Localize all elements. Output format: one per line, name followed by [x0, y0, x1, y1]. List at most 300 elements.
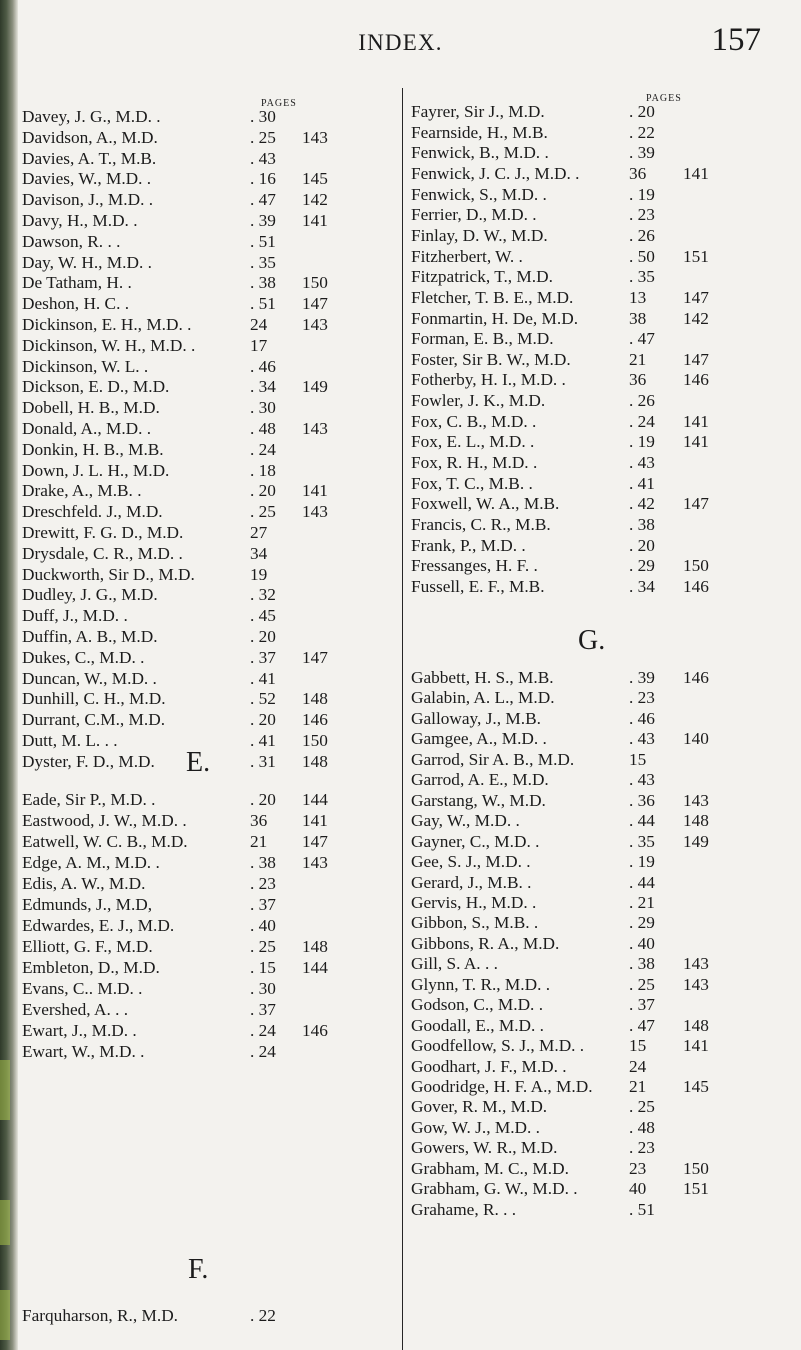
entry-name: Gay, W., M.D. . [411, 811, 520, 831]
entry-name: Drake, A., M.B. . [22, 481, 142, 501]
index-entry [22, 501, 342, 523]
entry-name: Donald, A., M.D. . [22, 419, 152, 438]
entry-page: . 43 [629, 453, 655, 473]
index-entry [22, 314, 342, 336]
entry-page: . 52 [250, 689, 276, 709]
index-entry [22, 915, 342, 937]
entry-page: . 43 [629, 770, 655, 790]
entry-name: Galloway, J., M.B. [411, 708, 541, 728]
column-divider [402, 88, 403, 1350]
entry-page: . 44 [629, 872, 655, 892]
entry-page-secondary: 142 [302, 190, 328, 210]
index-entry [22, 789, 342, 811]
entry-page-secondary: 143 [683, 954, 709, 974]
entry-page: 34 [250, 543, 268, 563]
entry-name: Fox, C. B., M.D. . [411, 411, 537, 431]
index-entry [411, 493, 723, 515]
entry-name: Drysdale, C. R., M.D. . [22, 543, 183, 563]
index-entry [411, 535, 723, 557]
index-entry [22, 936, 342, 958]
entry-page: . 38 [250, 853, 276, 872]
entry-page: . 26 [629, 225, 655, 245]
entry-name: Durrant, C.M., M.D. [22, 710, 166, 730]
entry-page-secondary: 141 [302, 211, 328, 230]
index-entry [411, 1137, 723, 1159]
index-entry [411, 452, 723, 474]
entry-name: Fonmartin, H. De, M.D. [411, 308, 579, 328]
index-entry [411, 994, 723, 1016]
entry-page: . 24 [250, 439, 276, 459]
entry-name: Fussell, E. F., M.B. [411, 576, 545, 596]
entry-page: . 39 [629, 143, 655, 163]
entry-page-secondary: 143 [302, 315, 328, 334]
entry-page: . 20 [250, 627, 276, 646]
index-entry [411, 308, 723, 330]
entry-page-secondary: 141 [683, 411, 709, 431]
entry-page-secondary: 145 [683, 1077, 709, 1096]
index-entry [22, 335, 342, 357]
index-entry [411, 225, 723, 247]
index-entry [411, 555, 723, 577]
entry-name: Forman, E. B., M.D. [411, 329, 554, 349]
entry-page-secondary: 150 [302, 731, 328, 750]
entry-page: . 19 [629, 184, 655, 204]
entry-page: . 25 [629, 974, 655, 994]
entry-page-secondary: 143 [302, 853, 328, 872]
entry-page: . 25 [250, 127, 276, 147]
index-entry [22, 272, 342, 294]
entry-page: . 15 [250, 958, 276, 977]
entry-name: Duncan, W., M.D. . [22, 668, 157, 688]
entry-page: . 45 [250, 606, 276, 626]
entry-page-secondary: 147 [683, 349, 709, 369]
entry-page: . 37 [250, 1000, 276, 1019]
entry-name: Dobell, H. B., M.D. [22, 398, 160, 418]
entry-page: . 30 [250, 398, 276, 418]
entry-name: Grabham, M. C., M.D. [411, 1158, 569, 1178]
index-entry [22, 668, 342, 690]
entry-page: . 46 [629, 708, 655, 728]
entry-name: Davey, J. G., M.D. . [22, 107, 161, 126]
entry-page-secondary: 141 [302, 481, 328, 501]
entry-name: Davison, J., M.D. . [22, 190, 154, 210]
index-entry [22, 873, 342, 895]
index-entry [411, 163, 723, 185]
index-entry [411, 687, 723, 709]
index-entry [22, 831, 342, 853]
index-entry [22, 688, 342, 710]
section-letter-f: F. [188, 1254, 209, 1285]
entry-page: . 41 [250, 668, 276, 688]
entry-name: Gill, S. A. . . [411, 954, 498, 974]
index-entry [411, 667, 723, 689]
index-entry [411, 349, 723, 371]
entry-name: Eade, Sir P., M.D. . [22, 790, 156, 809]
entry-page: 21 [629, 349, 647, 369]
entry-name: Evershed, A. . . [22, 1000, 129, 1019]
pages-column-label: PAGES [646, 93, 682, 104]
entry-name: Eastwood, J. W., M.D. . [22, 811, 187, 830]
entry-name: Gowers, W. R., M.D. [411, 1138, 558, 1158]
entry-page: . 19 [629, 432, 655, 452]
entry-page: 21 [629, 1077, 647, 1096]
entry-name: Edmunds, J., M.D, [22, 895, 153, 914]
entry-page: . 29 [629, 556, 655, 576]
entry-name: Garrod, Sir A. B., M.D. [411, 749, 575, 769]
index-entry [22, 564, 342, 586]
entry-page-secondary: 143 [683, 974, 709, 994]
entry-page: . 25 [629, 1097, 655, 1117]
index-entry [411, 369, 723, 391]
index-entry [411, 1158, 723, 1180]
index-entry [411, 1117, 723, 1139]
entry-page-secondary: 148 [683, 1015, 709, 1035]
entry-page-secondary: 148 [302, 689, 328, 709]
entry-name: Drewitt, F. G. D., M.D. [22, 523, 184, 542]
entry-page: . 37 [629, 995, 655, 1015]
entry-page: . 22 [629, 122, 655, 142]
index-entry [411, 411, 723, 433]
entry-name: Fox, E. L., M.D. . [411, 432, 535, 452]
entry-page: . 41 [250, 731, 276, 750]
entry-page: . 50 [629, 246, 655, 266]
entry-name: Dyster, F. D., M.D. [22, 751, 155, 771]
index-entry [411, 328, 723, 350]
index-entry [411, 1096, 723, 1118]
entry-page-secondary: 148 [302, 937, 328, 956]
page-title: INDEX. [358, 30, 443, 55]
entry-page-secondary: 143 [302, 502, 328, 522]
entry-name: Evans, C.. M.D. . [22, 979, 143, 998]
entry-name: Gibbons, R. A., M.D. [411, 933, 560, 953]
entry-page: 40 [629, 1179, 647, 1199]
entry-name: Donkin, H. B., M.B. [22, 439, 164, 459]
index-entry [22, 999, 342, 1021]
index-entry [22, 543, 342, 565]
entry-page: . 19 [629, 852, 655, 872]
index-entry [411, 1056, 723, 1078]
entry-page: . 20 [250, 481, 276, 501]
index-entry [22, 626, 342, 648]
entry-page-secondary: 144 [302, 790, 328, 809]
entry-name: Fox, T. C., M.B. . [411, 473, 533, 493]
entry-page-secondary: 143 [302, 127, 328, 147]
entry-name: Gabbett, H. S., M.B. [411, 668, 554, 687]
entry-page: . 47 [629, 329, 655, 349]
entry-name: Gerard, J., M.B. . [411, 872, 532, 892]
index-entry [22, 978, 342, 1000]
index-entry [22, 293, 342, 315]
entry-name: Duff, J., M.D. . [22, 606, 128, 626]
entry-page: . 32 [250, 585, 276, 605]
index-entry [411, 184, 723, 206]
entry-page-secondary: 146 [683, 370, 709, 390]
entry-page-secondary: 146 [302, 710, 328, 730]
index-entry [411, 1015, 723, 1037]
entry-name: Down, J. L. H., M.D. [22, 460, 170, 480]
entry-page-secondary: 142 [683, 308, 709, 328]
entry-name: Fenwick, S., M.D. . [411, 184, 547, 204]
entry-page: . 21 [629, 892, 655, 912]
entry-page: . 20 [629, 535, 655, 555]
entry-page: 23 [629, 1158, 647, 1178]
index-entry [411, 810, 723, 832]
entry-page: . 40 [629, 933, 655, 953]
entry-page: . 16 [250, 169, 276, 189]
index-entry [411, 142, 723, 164]
entry-page-secondary: 147 [302, 294, 328, 314]
entry-name: Dickinson, E. H., M.D. . [22, 315, 192, 334]
entry-name: Goodfellow, S. J., M.D. . [411, 1036, 585, 1056]
entry-page: . 38 [629, 954, 655, 974]
index-entry [22, 356, 342, 378]
entry-page: . 35 [250, 252, 276, 272]
entry-page-secondary: 141 [683, 163, 709, 183]
entry-page: . 43 [629, 729, 655, 749]
entry-name: Goodridge, H. F. A., M.D. [411, 1077, 593, 1096]
entry-page: 36 [629, 163, 647, 183]
entry-name: Fitzherbert, W. . [411, 246, 523, 266]
entry-page: . 30 [250, 979, 276, 998]
entry-name: Davidson, A., M.D. [22, 127, 158, 147]
section-letter-g: G. [578, 625, 606, 656]
index-entry [22, 957, 342, 979]
index-entry [411, 1035, 723, 1057]
entry-name: Dreschfeld. J., M.D. [22, 502, 163, 522]
entry-page-secondary: 146 [302, 1021, 328, 1040]
entry-name: De Tatham, H. . [22, 273, 132, 293]
entry-name: Gee, S. J., M.D. . [411, 852, 531, 872]
entry-page-secondary: 143 [683, 790, 709, 810]
index-entry [411, 749, 723, 771]
index-entry [22, 252, 342, 274]
entry-name: Fayrer, Sir J., M.D. [411, 102, 545, 121]
entry-page: . 39 [629, 668, 655, 687]
entry-page: . 34 [629, 576, 655, 596]
index-entry [22, 376, 342, 398]
index-entry [411, 390, 723, 412]
entry-page: 36 [629, 370, 647, 390]
entry-page: . 31 [250, 751, 276, 771]
entry-name: Fletcher, T. B. E., M.D. [411, 287, 574, 307]
entry-page: 13 [629, 287, 647, 307]
entry-page-secondary: 141 [683, 1036, 709, 1056]
index-entry [22, 148, 342, 170]
entry-page: . 48 [629, 1117, 655, 1137]
entry-name: Fearnside, H., M.B. [411, 122, 548, 142]
entry-page: . 23 [629, 205, 655, 225]
index-entry [22, 460, 342, 482]
entry-page-secondary: 148 [302, 751, 328, 771]
index-entry [411, 953, 723, 975]
entry-name: Deshon, H. C. . [22, 294, 130, 314]
entry-name: Davy, H., M.D. . [22, 211, 138, 230]
entry-page: 24 [250, 315, 268, 334]
entry-name: Edge, A. M., M.D. . [22, 853, 160, 872]
entry-name: Eatwell, W. C. B., M.D. [22, 832, 188, 851]
entry-page: . 18 [250, 460, 276, 480]
entry-name: Garrod, A. E., M.D. [411, 770, 549, 790]
entry-page: . 23 [250, 874, 276, 893]
entry-page-secondary: 143 [302, 419, 328, 438]
entry-name: Dickinson, W. L. . [22, 356, 149, 376]
index-entry [22, 647, 342, 669]
entry-page: . 41 [629, 473, 655, 493]
entry-page: 15 [629, 749, 647, 769]
entry-page: . 24 [250, 1042, 276, 1061]
entry-name: Gamgee, A., M.D. . [411, 729, 547, 749]
entry-name: Gayner, C., M.D. . [411, 831, 540, 851]
entry-name: Foster, Sir B. W., M.D. [411, 349, 571, 369]
index-entry [411, 892, 723, 914]
entry-name: Francis, C. R., M.B. [411, 515, 551, 534]
index-entry [411, 246, 723, 268]
entry-name: Dunhill, C. H., M.D. [22, 689, 166, 709]
entry-page: 21 [250, 832, 268, 851]
entry-name: Gow, W. J., M.D. . [411, 1117, 540, 1137]
entry-name: Dutt, M. L. . . [22, 731, 118, 750]
index-entry [411, 473, 723, 495]
entry-page-secondary: 150 [683, 1158, 709, 1178]
entry-page: . 30 [250, 107, 276, 126]
entry-name: Gervis, H., M.D. . [411, 892, 537, 912]
entry-page: . 38 [250, 273, 276, 293]
entry-name: Glynn, T. R., M.D. . [411, 974, 551, 994]
entry-page: . 35 [629, 267, 655, 287]
index-entry [411, 101, 723, 123]
entry-page: . 37 [250, 647, 276, 667]
entry-name: Garstang, W., M.D. [411, 790, 546, 810]
entry-page: . 29 [629, 913, 655, 933]
index-entry [411, 831, 723, 853]
entry-name: Gibbon, S., M.B. . [411, 913, 539, 933]
entry-page: . 47 [250, 190, 276, 210]
index-entry [411, 576, 723, 598]
entry-name: Goodall, E., M.D. . [411, 1015, 544, 1035]
entry-page: . 20 [250, 790, 276, 809]
entry-name: Dickson, E. D., M.D. [22, 377, 170, 397]
binding-stain [0, 1290, 10, 1340]
entry-name: Edis, A. W., M.D. [22, 874, 146, 893]
entry-name: Galabin, A. L., M.D. [411, 688, 555, 708]
index-entry [411, 769, 723, 791]
index-entry [22, 397, 342, 419]
entry-page-secondary: 146 [683, 576, 709, 596]
entry-name: Farquharson, R., M.D. [22, 1306, 179, 1325]
entry-page: . 34 [250, 377, 276, 397]
entry-page-secondary: 147 [683, 494, 709, 514]
section-letter-e: E. [186, 747, 211, 778]
entry-page-secondary: 145 [302, 169, 328, 189]
index-entry [411, 708, 723, 730]
entry-page: . 42 [629, 494, 655, 514]
index-entry [411, 514, 723, 536]
entry-name: Day, W. H., M.D. . [22, 252, 152, 272]
entry-page: . 26 [629, 391, 655, 411]
entry-name: Grabham, G. W., M.D. . [411, 1179, 578, 1199]
entry-page-secondary: 147 [302, 647, 328, 667]
entry-page: . 23 [629, 1138, 655, 1158]
entry-page: . 20 [250, 710, 276, 730]
index-entry [22, 1041, 342, 1063]
entry-page: 24 [629, 1056, 647, 1076]
index-entry [22, 418, 342, 440]
index-entry [411, 266, 723, 288]
index-entry [22, 894, 342, 916]
entry-name: Fenwick, B., M.D. . [411, 143, 549, 163]
index-entry [22, 751, 342, 773]
entry-name: Fitzpatrick, T., M.D. [411, 267, 553, 287]
entry-page-secondary: 147 [302, 832, 328, 851]
index-entry [411, 1076, 723, 1098]
index-entry [22, 480, 342, 502]
index-entry [22, 730, 342, 752]
entry-page: . 23 [629, 688, 655, 708]
binding-stain [0, 1060, 10, 1120]
entry-name: Grahame, R. . . [411, 1199, 517, 1219]
index-entry [411, 790, 723, 812]
entry-name: Elliott, G. F., M.D. [22, 937, 153, 956]
index-entry [411, 287, 723, 309]
entry-page: . 48 [250, 419, 276, 438]
index-entry [411, 728, 723, 750]
index-entry [22, 810, 342, 832]
page-number: 157 [711, 22, 761, 58]
entry-page: 36 [250, 811, 268, 830]
index-entry [411, 122, 723, 144]
entry-name: Duckworth, Sir D., M.D. [22, 564, 195, 584]
index-entry [22, 168, 342, 190]
entry-name: Gover, R. M., M.D. [411, 1097, 548, 1117]
entry-page: . 51 [250, 294, 276, 314]
entry-page: 17 [250, 335, 268, 355]
entry-name: Ferrier, D., M.D. . [411, 205, 537, 225]
entry-page: 19 [250, 564, 268, 584]
entry-name: Davies, A. T., M.B. [22, 148, 157, 168]
page-binding-edge [0, 0, 18, 1350]
index-entry [411, 1178, 723, 1200]
entry-page-secondary: 149 [683, 831, 709, 851]
index-entry [22, 231, 342, 253]
index-entry [22, 106, 342, 128]
index-entry [22, 584, 342, 606]
entry-page-secondary: 148 [683, 811, 709, 831]
entry-page: . 38 [629, 515, 655, 534]
index-entry [22, 189, 342, 211]
index-entry [411, 912, 723, 934]
entry-name: Dukes, C., M.D. . [22, 647, 145, 667]
entry-page-secondary: 151 [683, 246, 709, 266]
entry-page: . 25 [250, 502, 276, 522]
entry-page: . 36 [629, 790, 655, 810]
entry-page: 15 [629, 1036, 647, 1056]
entry-name: Dawson, R. . . [22, 231, 121, 251]
binding-stain [0, 1200, 10, 1245]
entry-page: . 51 [250, 231, 276, 251]
index-entry [22, 522, 342, 544]
index-entry [22, 210, 342, 232]
index-entry [22, 852, 342, 874]
entry-name: Goodhart, J. F., M.D. . [411, 1056, 567, 1076]
entry-name: Ewart, J., M.D. . [22, 1021, 137, 1040]
entry-page: 27 [250, 523, 268, 542]
entry-name: Foxwell, W. A., M.B. [411, 494, 560, 514]
entry-name: Dickinson, W. H., M.D. . [22, 335, 196, 355]
entry-page: . 40 [250, 916, 276, 935]
entry-page: . 51 [629, 1199, 655, 1219]
index-entry [411, 204, 723, 226]
entry-page: 38 [629, 308, 647, 328]
